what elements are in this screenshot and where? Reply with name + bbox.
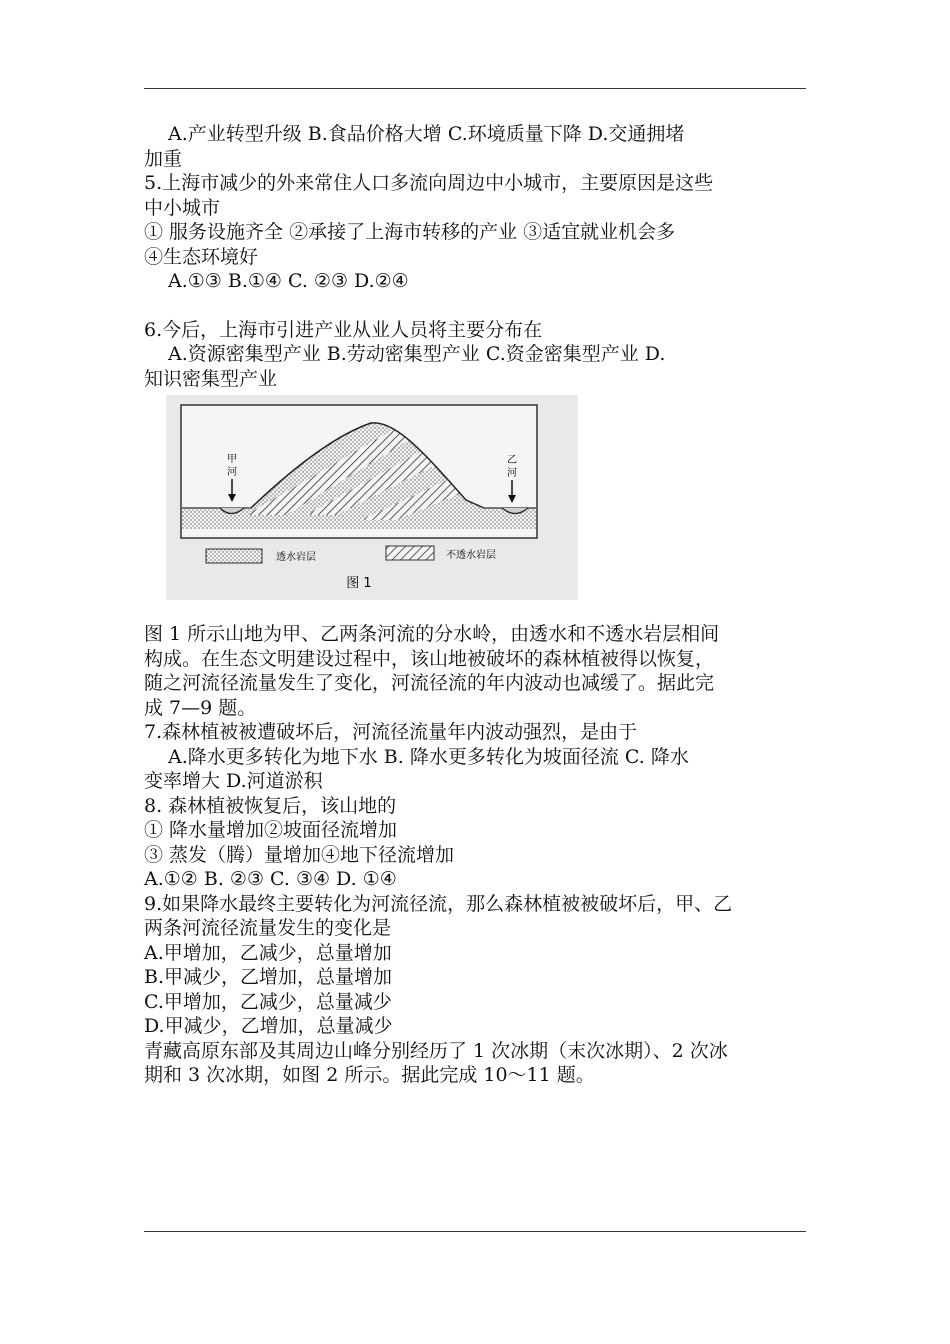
q8-items-line2: ③ 蒸发（腾）量增加④地下径流增加	[144, 843, 455, 866]
q5-items-line1: ① 服务设施齐全 ②承接了上海市转移的产业 ③适宜就业机会多	[144, 221, 676, 243]
q6-options-line2: 知识密集型产业	[144, 367, 278, 390]
q8-stem: 8. 森林植被恢复后，该山地的	[144, 794, 397, 817]
q5-stem-line2: 中小城市	[144, 196, 221, 219]
river-b-label-1: 乙	[507, 455, 517, 466]
q8-options: A.①② B. ②③ C. ③④ D. ①④	[144, 868, 397, 890]
header-rule	[144, 88, 806, 89]
q9-option-a: A.甲增加，乙减少，总量增加	[144, 941, 392, 964]
footer-rule	[144, 1231, 806, 1232]
river-a-label-1: 甲	[227, 454, 237, 465]
intro-10-11-line1: 青藏高原东部及其周边山峰分别经历了 1 次冰期（末次冰期）、2 次冰	[144, 1039, 728, 1062]
figure-caption: 图 1	[346, 576, 372, 591]
q9-option-c: C.甲增加，乙减少，总量减少	[144, 990, 392, 1013]
legend-impermeable-swatch	[386, 546, 434, 560]
q7-stem: 7.森林植被被遭破坏后，河流径流量年内波动强烈，是由于	[144, 721, 638, 743]
legend-permeable-label: 透水岩层	[276, 552, 316, 563]
q9-stem-line2: 两条河流径流量发生的变化是	[144, 917, 392, 939]
q5-options: A.①③ B.①④ C. ②③ D.②④	[168, 270, 409, 292]
q6-options-line1: A.资源密集型产业 B.劳动密集型产业 C.资金密集型产业 D.	[168, 343, 666, 365]
intro-7-9-line1: 图 1 所示山地为甲、乙两条河流的分水岭，由透水和不透水岩层相间	[144, 623, 720, 645]
intro-7-9-line2: 构成。在生态文明建设过程中，该山地被破坏的森林植被得以恢复，	[144, 647, 715, 670]
q5-items-line2: ④生态环境好	[144, 245, 259, 268]
page-content	[144, 122, 806, 1088]
q9-stem-line1: 9.如果降水最终主要转化为河流径流，那么森林植被被破坏后，甲、乙	[144, 892, 733, 915]
intro-10-11-line2: 期和 3 次冰期，如图 2 所示。据此完成 10～11 题。	[144, 1064, 595, 1086]
q8-items-line1: ① 降水量增加②坡面径流增加	[144, 819, 398, 841]
river-a-label-2: 河	[227, 467, 237, 478]
intro-7-9-line3: 随之河流径流量发生了变化，河流径流的年内波动也减缓了。据此完	[144, 672, 715, 694]
q6-stem: 6.今后，上海市引进产业从业人员将主要分布在	[144, 318, 543, 341]
figure-1-watershed-diagram	[166, 395, 578, 600]
river-b-label-2: 河	[507, 468, 517, 479]
q4-options-line2: 加重	[144, 147, 183, 170]
legend-permeable-swatch	[206, 549, 262, 563]
q9-option-b: B.甲减少，乙增加，总量增加	[144, 966, 393, 988]
watershed-cross-section	[166, 395, 578, 600]
q7-options-line2: 变率增大 D.河道淤积	[144, 770, 323, 792]
q5-stem-line1: 5.上海市减少的外来常住人口多流向周边中小城市，主要原因是这些	[144, 172, 714, 194]
q4-options-line1: A.产业转型升级 B.食品价格大增 C.环境质量下降 D.交通拥堵	[168, 123, 685, 145]
q7-options-line1: A.降水更多转化为地下水 B. 降水更多转化为坡面径流 C. 降水	[168, 745, 689, 768]
intro-7-9-line4: 成 7—9 题。	[144, 696, 257, 719]
legend-impermeable-label: 不透水岩层	[446, 550, 496, 561]
q9-option-d: D.甲减少，乙增加，总量减少	[144, 1015, 393, 1037]
